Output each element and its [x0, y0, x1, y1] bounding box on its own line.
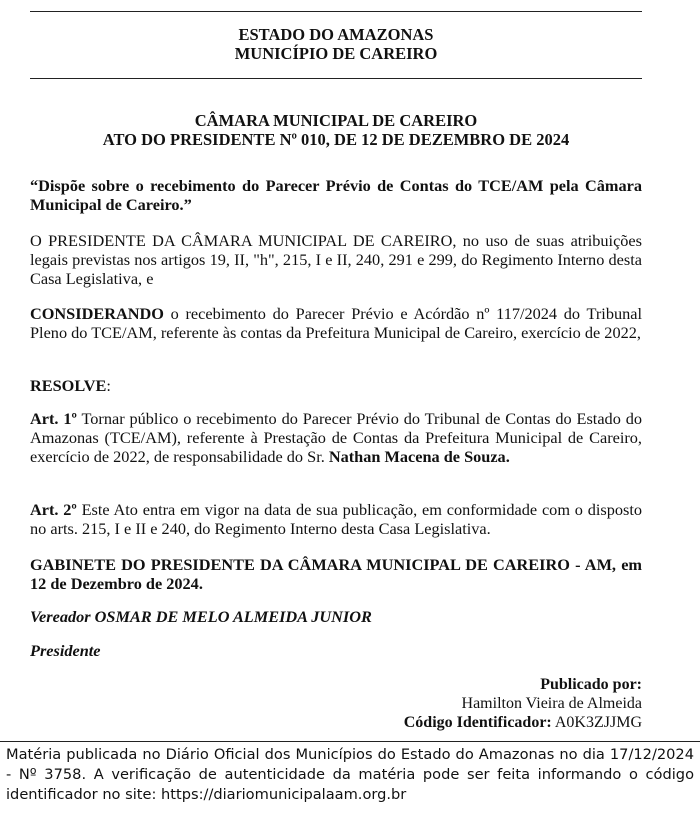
- considerando-paragraph: [30, 304, 642, 342]
- article-1-end: .: [505, 447, 510, 467]
- footer-rule: [0, 741, 700, 742]
- signatory-name: Vereador OSMAR DE MELO ALMEIDA JUNIOR: [30, 607, 372, 626]
- state-header: [30, 25, 642, 63]
- identifier-line: [30, 713, 642, 732]
- article-2-text: Este Ato entra em vigor na data de sua publicação, em conformidade com o disposto no arts. 215, I e II e 240, do Regimento Interno desta Casa Legislativa.: [30, 500, 642, 539]
- article-1: [30, 409, 642, 467]
- chamber-name: CÂMARA MUNICIPAL DE CAREIRO: [194, 111, 478, 130]
- top-rule: [30, 11, 642, 12]
- publisher-name: Hamilton Vieira de Almeida: [461, 695, 642, 712]
- signatory-role: Presidente: [30, 641, 101, 660]
- considerando-label: CONSIDERANDO: [30, 304, 164, 323]
- act-number: ATO DO PRESIDENTE Nº 010, DE 12 DE DEZEMBRO DE 2024: [102, 130, 570, 149]
- identifier-code: A0K3ZJJMG: [554, 714, 642, 731]
- article-2: [30, 500, 642, 538]
- resolve-label: RESOLVE: [30, 376, 107, 395]
- state-name: ESTADO DO AMAZONAS: [238, 25, 434, 44]
- article-1-text: Tornar público o recebimento do Parecer Prévio do Tribunal de Contas do Estado do Amazonas (TCE/AM), referente à Prestação de Contas da Prefeitura Municipal de Careiro, exercício de 2022, de responsabilidade do Sr.: [30, 409, 643, 467]
- publication-block: [30, 675, 642, 732]
- footer-note: Matéria publicada no Diário Oficial dos Municípios do Estado do Amazonas no dia 17/12/2024 - Nº 3758. A verificação de autenticidade da matéria pode ser feita informando o código identificador no site: https://diariomunicipalaam.org.br: [6, 746, 694, 803]
- municipality-name: MUNICÍPIO DE CAREIRO: [234, 44, 438, 63]
- resolve-paragraph: [30, 376, 642, 395]
- article-2-label: Art. 2º: [30, 500, 77, 519]
- considerando-text: o recebimento do Parecer Prévio e Acórdão nº 117/2024 do Tribunal Pleno do TCE/AM, referente às contas da Prefeitura Municipal de Careiro, exercício de 2022,: [30, 304, 642, 343]
- ementa: “Dispõe sobre o recebimento do Parecer Prévio de Contas do TCE/AM pela Câmara Municipal de Careiro.”: [30, 176, 642, 215]
- preamble: O PRESIDENTE DA CÂMARA MUNICIPAL DE CAREIRO, no uso de suas atribuições legais previstas nos artigos 19, II, "h", 215, I e II, 240, 291 e 299, do Regimento Interno desta Casa Legislativa, e: [30, 231, 642, 289]
- responsible-name: Nathan Macena de Souza: [328, 447, 506, 467]
- act-title: [30, 111, 642, 149]
- header-rule: [30, 78, 642, 79]
- identifier-label: Código Identificador:: [403, 714, 552, 731]
- article-1-label: Art. 1º: [30, 409, 77, 428]
- published-by-label: Publicado por:: [540, 676, 642, 693]
- gabinete-line: GABINETE DO PRESIDENTE DA CÂMARA MUNICIPAL DE CAREIRO - AM, em 12 de Dezembro de 2024.: [30, 555, 642, 594]
- resolve-colon: :: [106, 376, 111, 395]
